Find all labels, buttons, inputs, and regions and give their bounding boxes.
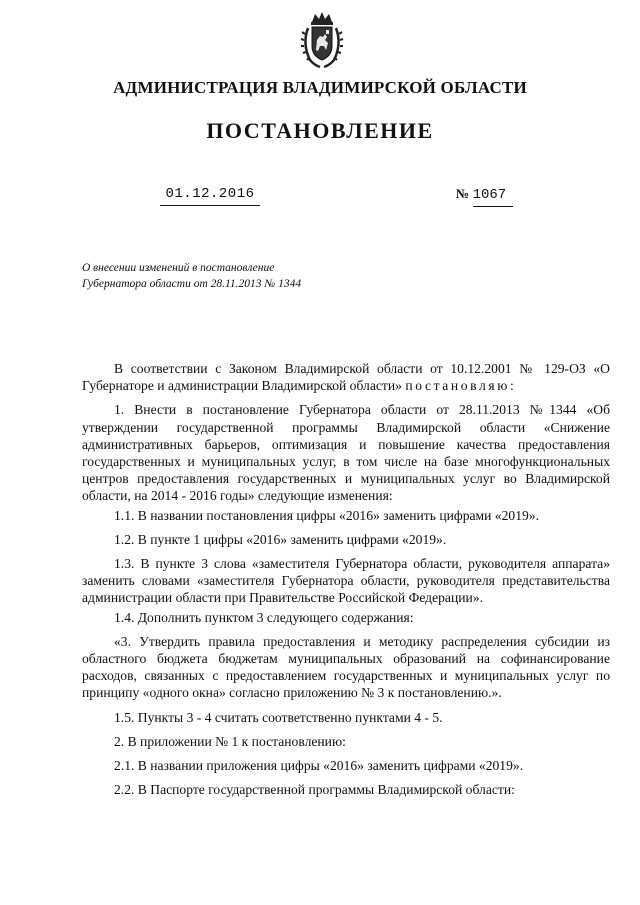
- paragraph-quote-3: «3. Утвердить правила предоставления и методику распределения субсидии из областного бюджета бюджетам муниципальных образований на софинансирование расходов, связанных с предоставлением государственных и муниципальных услуг по принципу «одного окна» согласно приложению № 3 к постановлению.».: [82, 633, 610, 701]
- paragraph-1-1: 1.1. В названии постановления цифры «2016» заменить цифрами «2019».: [114, 507, 539, 523]
- coat-of-arms-icon: [300, 10, 344, 70]
- subject-line-2: Губернатора области от 28.11.2013 № 1344: [82, 278, 302, 290]
- paragraph-1-2: 1.2. В пункте 1 цифры «2016» заменить цифрами «2019».: [114, 531, 447, 547]
- document-date: 01.12.2016: [160, 186, 260, 206]
- paragraph-1: 1. Внести в постановление Губернатора области от 28.11.2013 №1344 «Об утверждении государственной программы Владимирской области «Снижение административных барьеров, оптимизация и повышение качества предоставления государственных и муниципальных услуг, в том числе на базе многофункциональных центров предоставления государственных и муниципальных услуг во Владимирской области, на 2014 - 2016 годы» следующие изменения:: [82, 402, 610, 504]
- paragraph-1-4: 1.4. Дополнить пунктом 3 следующего содержания:: [114, 609, 414, 625]
- number-value: 1067: [473, 187, 513, 207]
- document-body: [82, 360, 610, 805]
- paragraph-2-1: 2.1. В названии приложения цифры «2016» заменить цифрами «2019».: [114, 758, 524, 774]
- number-sign: №: [456, 186, 470, 201]
- paragraph-2: 2. В приложении № 1 к постановлению:: [114, 733, 346, 749]
- intro-resolution-word: постановляю:: [405, 378, 517, 394]
- intro-paragraph: [82, 360, 610, 394]
- subject-line-1: О внесении изменений в постановление: [82, 262, 275, 274]
- document-subject: [82, 260, 301, 292]
- document-type-title: ПОСТАНОВЛЕНИЕ: [206, 118, 434, 143]
- paragraph-2-2: 2.2. В Паспорте государственной программы Владимирской области:: [114, 782, 515, 798]
- organization-name: АДМИНИСТРАЦИЯ ВЛАДИМИРСКОЙ ОБЛАСТИ: [113, 78, 527, 97]
- paragraph-1-5: 1.5. Пункты 3 - 4 считать соответственно пунктами 4 - 5.: [114, 709, 443, 725]
- paragraph-1-3: 1.3. В пункте 3 слова «заместителя Губернатора области, руководителя аппарата» заменить словами «заместителя Губернатора области, руководителя представительства администрации области при Правительстве Российской Федерации».: [82, 556, 610, 606]
- intro-text: В соответствии с Законом Владимирской области от 10.12.2001 № 129-ОЗ «О Губернаторе и администрации Владимирской области»: [82, 361, 610, 394]
- document-number: [456, 186, 513, 207]
